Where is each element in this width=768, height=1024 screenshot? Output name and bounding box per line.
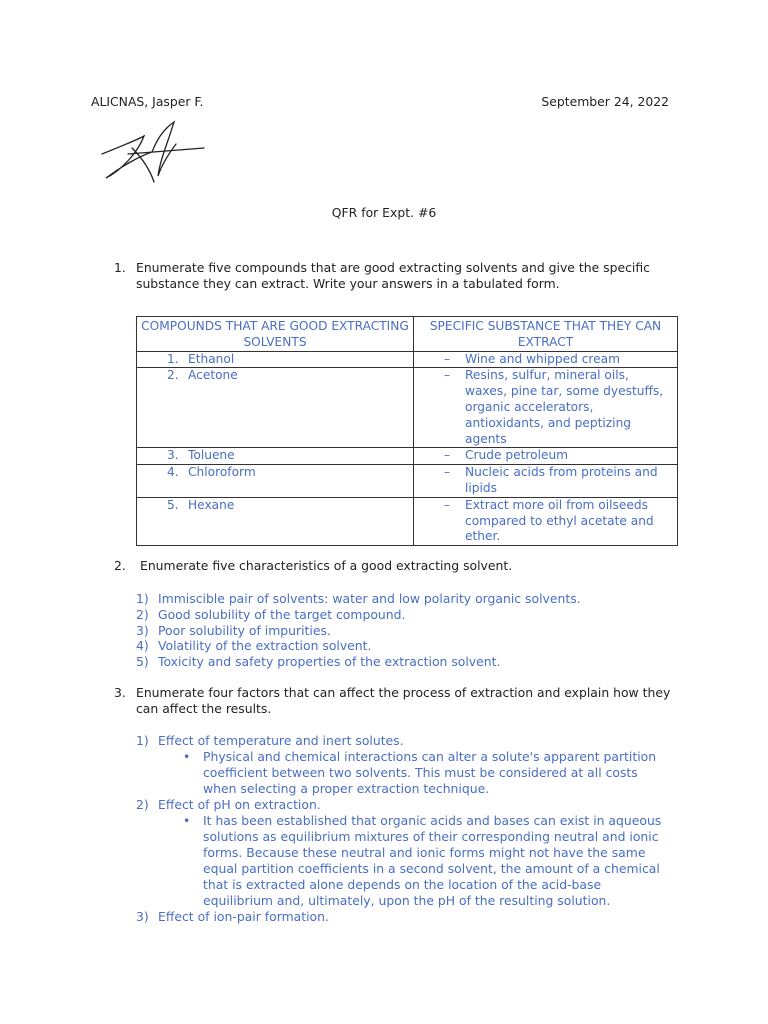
table-row <box>137 368 678 448</box>
solvents-table <box>136 316 678 546</box>
table-header-compounds: COMPOUNDS THAT ARE GOOD EXTRACTING SOLVENTS <box>137 317 414 352</box>
question-3-number: 3. <box>114 685 126 700</box>
bullet-icon: • <box>183 812 191 828</box>
characteristics-list <box>136 591 696 670</box>
document-date: September 24, 2022 <box>541 94 669 109</box>
row-number: 5. <box>167 497 179 512</box>
dash-marker: – <box>444 497 451 512</box>
list-item: 3) Poor solubility of impurities. <box>136 622 331 638</box>
dash-marker: – <box>444 368 451 383</box>
substance-text: Nucleic acids from proteins and lipids <box>465 465 658 495</box>
list-item: 2) Effect of pH on extraction. <box>136 796 321 812</box>
list-item-detail: • Physical and chemical interactions can alter a solute's apparent partition coefficient between two solvents. This must be considered at all costs when selecting a proper extraction technique. <box>183 748 657 796</box>
list-item-detail: • It has been established that organic acids and bases can exist in aqueous solutions as equilibrium mixtures of their corresponding neutral and ionic forms. Because these neutral and ionic forms might not have the same equal partition coefficients in a second solvent, the amount of a chemical that is extracted alone depends on the location of the acid-base equilibrium and, ultimately, upon the pH of the resulting solution. <box>183 812 662 908</box>
signature-image <box>92 118 212 190</box>
dash-marker: – <box>444 448 451 463</box>
question-1-number: 1. <box>114 260 126 275</box>
list-item: 5) Toxicity and safety properties of the extraction solvent. <box>136 654 501 670</box>
row-number: 4. <box>167 465 179 480</box>
list-item: 1) Effect of temperature and inert solutes. <box>136 733 404 748</box>
substance-text: Resins, sulfur, mineral oils, waxes, pine tar, some dyestuffs, organic accelerators, antioxidants, and peptizing agents <box>465 368 664 446</box>
compound-name: Ethanol <box>188 351 235 366</box>
question-2-text: Enumerate five characteristics of a good extracting solvent. <box>140 558 513 573</box>
compound-name: Toluene <box>188 448 235 463</box>
substance-text: Extract more oil from oilseeds compared to ethyl acetate and ether. <box>465 497 654 544</box>
row-number: 3. <box>167 448 179 463</box>
factors-list <box>136 733 696 924</box>
compound-name: Acetone <box>188 368 238 383</box>
question-1-text: Enumerate five compounds that are good extracting solvents and give the specific substance they can extract. Write your answers in a tabulated form. <box>136 260 650 291</box>
table-header-substances: SPECIFIC SUBSTANCE THAT THEY CAN EXTRACT <box>414 317 678 352</box>
compound-name: Hexane <box>188 497 235 512</box>
list-item: 1) Immiscible pair of solvents: water and low polarity organic solvents. <box>136 591 581 606</box>
list-item: 4) Volatility of the extraction solvent. <box>136 638 372 654</box>
bullet-icon: • <box>183 748 191 764</box>
row-number: 2. <box>167 368 179 383</box>
table-row <box>137 465 678 498</box>
table-row <box>137 351 678 368</box>
compound-name: Chloroform <box>188 465 256 480</box>
substance-text: Crude petroleum <box>465 448 569 463</box>
table-row <box>137 448 678 465</box>
row-number: 1. <box>167 351 179 366</box>
student-name: ALICNAS, Jasper F. <box>91 94 204 109</box>
list-item: 3) Effect of ion-pair formation. <box>136 908 329 924</box>
document-title: QFR for Expt. #6 <box>331 205 437 220</box>
table-row <box>137 497 678 545</box>
question-2-number: 2. <box>114 558 126 573</box>
dash-marker: – <box>444 465 451 480</box>
list-item: 2) Good solubility of the target compound. <box>136 606 406 622</box>
question-3-text: Enumerate four factors that can affect the process of extraction and explain how they can affect the results. <box>136 685 671 716</box>
substance-text: Wine and whipped cream <box>465 351 621 366</box>
dash-marker: – <box>444 351 451 366</box>
